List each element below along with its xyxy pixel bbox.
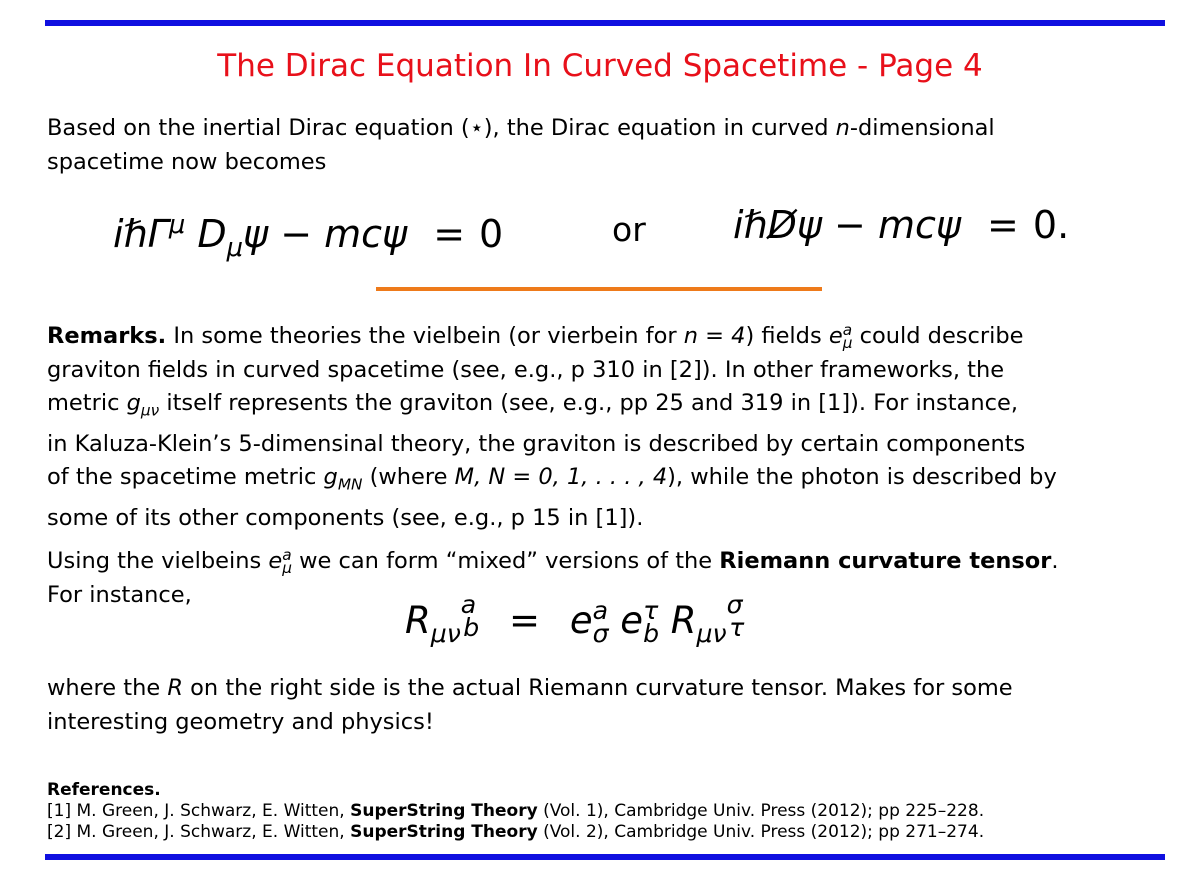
req-e1-indices: [592, 596, 609, 648]
req-e2: e: [620, 599, 644, 643]
req-e1-down: σ: [592, 618, 609, 648]
dirac-equation-slash: [733, 200, 1069, 250]
conclusion-s1: where the: [47, 675, 168, 701]
remarks-n4: n = 4: [683, 323, 746, 349]
remarks-s2: ) fields: [745, 323, 829, 349]
eq-lhs: iℏΓ: [113, 212, 169, 257]
eq-alt-lhs: iℏD̸ψ − mcψ: [733, 203, 961, 247]
dirac-equation-covariant: [113, 200, 503, 273]
remarks-MN-range: M, N = 0, 1, . . . , 4: [454, 464, 668, 491]
eq-mu-sup: μ: [168, 210, 186, 240]
remarks-e-indices: [842, 320, 853, 353]
ref2-prefix: [2] M. Green, J. Schwarz, E. Witten,: [47, 822, 351, 842]
req-tau: τ: [729, 612, 745, 642]
req-e1-up: a: [592, 596, 608, 626]
mixed-s2: we can form “mixed” versions of the: [291, 548, 720, 574]
eq-alt-rhs: 0.: [1032, 203, 1070, 247]
intro-text: Based on the inertial Dirac equation (⋆), the Dirac equation in curved: [47, 115, 836, 141]
req-ab-indices: [460, 590, 480, 642]
eq-alt-equals: =: [987, 203, 1019, 247]
mixed-s3: .: [1051, 548, 1059, 574]
orange-divider: [376, 287, 822, 291]
remarks-e-a: a: [842, 320, 853, 339]
eq-or: or: [612, 210, 646, 249]
req-e1: e: [569, 599, 593, 643]
conclusion-R: R: [167, 675, 183, 701]
req-b: b: [463, 612, 480, 642]
references: [47, 780, 984, 843]
remarks-l5a: of the spacetime metric: [47, 464, 324, 491]
remarks-g2: g: [323, 464, 338, 491]
req-munu: μν: [430, 618, 461, 648]
remarks-l3a: metric: [47, 390, 127, 416]
req-equals: =: [509, 599, 541, 643]
mixed-e-mu: μ: [282, 559, 292, 578]
remarks-g: g: [126, 390, 141, 416]
page-title: The Dirac Equation In Curved Spacetime - Page 4: [217, 48, 983, 84]
remarks-l5c: ), while the photon is described by: [667, 464, 1057, 491]
conclusion-paragraph: [47, 672, 1167, 739]
remarks-line4: in Kaluza-Klein’s 5-dimensinal theory, the graviton is described by certain components: [47, 430, 1026, 457]
remarks-s3: could describe: [852, 323, 1024, 349]
req-e2-down: b: [643, 618, 660, 648]
req-sigma: σ: [726, 590, 743, 619]
references-heading: References.: [47, 780, 161, 800]
req-a: a: [460, 590, 477, 619]
req-e2-up: τ: [643, 596, 659, 626]
remarks-g-MN: MN: [337, 475, 363, 494]
ref2-suffix: (Vol. 2), Cambridge Univ. Press (2012); pp 271–274.: [537, 822, 985, 842]
remarks-l3b: itself represents the graviton (see, e.g., pp 25 and 319 in [1]). For instance,: [159, 390, 1018, 416]
req-e2-indices: [643, 596, 660, 648]
mixed-s1: Using the vielbeins: [47, 548, 269, 574]
ref2-book: SuperString Theory: [350, 822, 538, 842]
eq-rest: ψ − mcψ: [243, 212, 408, 257]
ref1-suffix: (Vol. 1), Cambridge Univ. Press (2012); pp 225–228.: [537, 801, 985, 821]
conclusion-s2: on the right side is the actual Riemann curvature tensor. Makes for some: [182, 675, 1013, 701]
conclusion-line2: interesting geometry and physics!: [47, 708, 434, 735]
ref1-book: SuperString Theory: [350, 801, 538, 821]
mixed-e-a: a: [282, 545, 292, 564]
req-R: R: [405, 599, 431, 643]
eq-mu-sub: μ: [226, 233, 244, 264]
remarks-paragraph: [47, 320, 1167, 536]
eq-D: D: [197, 212, 227, 257]
ref1-prefix: [1] M. Green, J. Schwarz, E. Witten,: [47, 801, 351, 821]
riemann-bold: Riemann curvature tensor: [719, 548, 1052, 574]
reference-item: [47, 822, 984, 843]
intro-line2: spacetime now becomes: [47, 148, 327, 175]
top-rule: [45, 20, 1165, 26]
reference-item: [47, 801, 984, 822]
remarks-l5b: (where: [362, 464, 455, 491]
mixed-line2: For instance,: [47, 581, 192, 608]
req-sigma-tau-indices: [726, 590, 745, 642]
remarks-s1: In some theories the vielbein (or vierbein for: [166, 323, 684, 349]
eq-equals: =: [433, 212, 466, 257]
remarks-line2: graviton fields in curved spacetime (see, e.g., p 310 in [2]). In other frameworks, the: [47, 356, 1005, 383]
remarks-e: e: [828, 323, 843, 349]
remarks-label: Remarks.: [47, 323, 167, 349]
remarks-line6: some of its other components (see, e.g., p 15 in [1]).: [47, 505, 644, 532]
req-munu2: μν: [696, 618, 727, 648]
intro-text-after: -dimensional: [849, 115, 995, 141]
remarks-g-munu: μν: [140, 401, 160, 420]
intro-paragraph: [47, 112, 1167, 179]
eq-rhs: 0: [479, 212, 504, 257]
intro-n: n: [835, 115, 850, 141]
riemann-mixed-equation: [405, 590, 745, 648]
remarks-e-mu: μ: [842, 334, 853, 353]
req-R2: R: [670, 599, 697, 643]
mixed-e: e: [268, 548, 283, 574]
bottom-rule: [45, 854, 1165, 860]
mixed-e-indices: [282, 545, 292, 578]
